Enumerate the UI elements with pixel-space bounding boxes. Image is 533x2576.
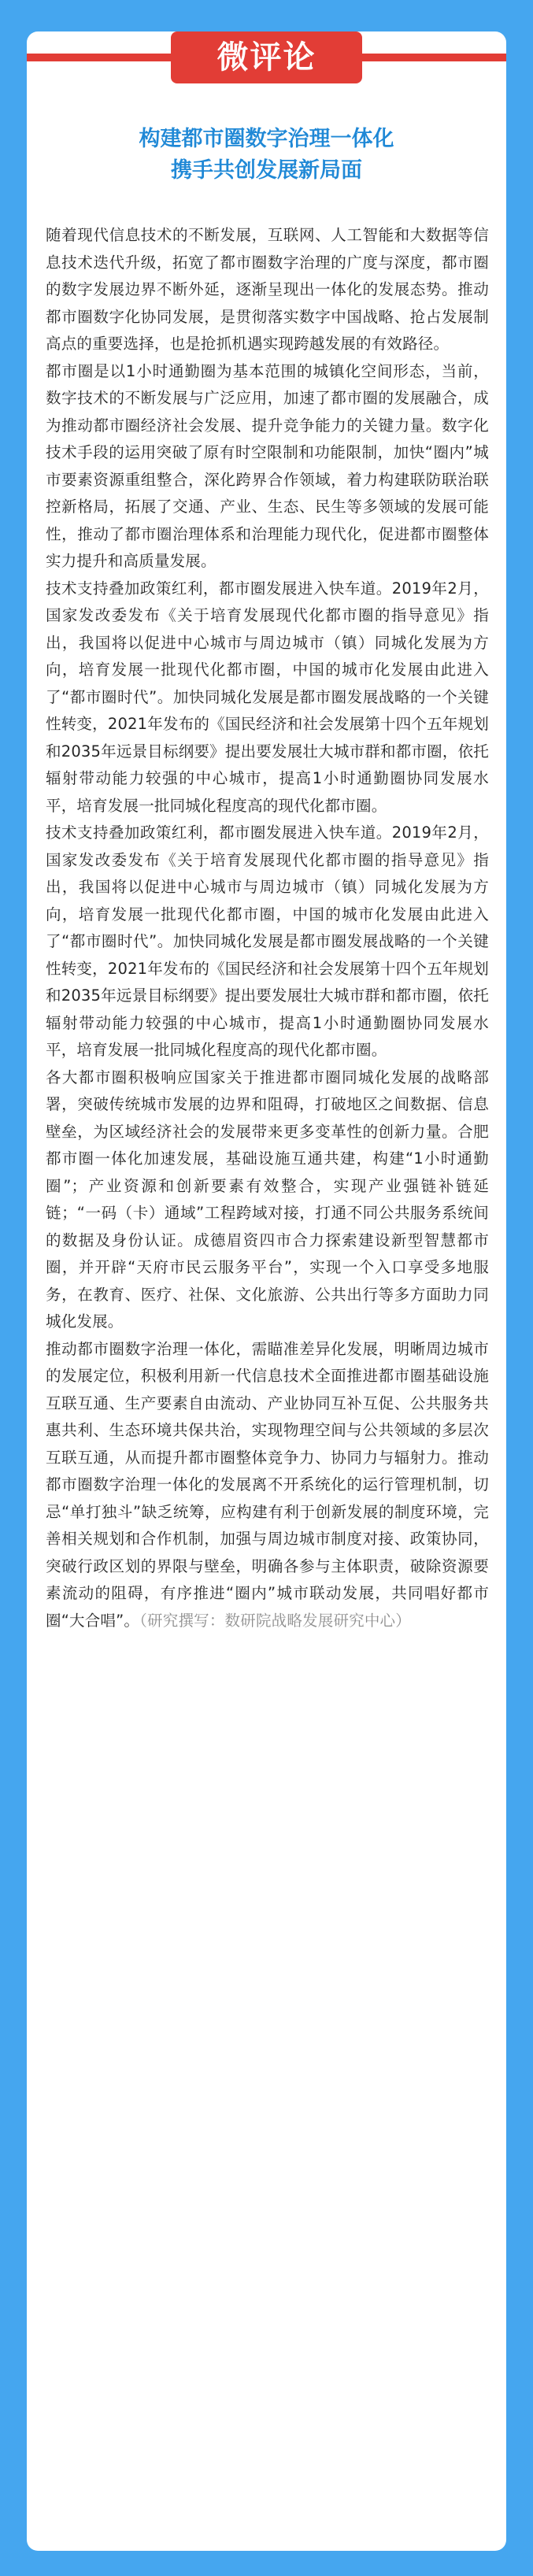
- paragraph-3: 技术支持叠加政策红利，都市圈发展进入快车道。2019年2月，国家发改委发布《关于培育发展现代化都市圈的指导意见》指出，我国将以促进中心城市与周边城市（镇）同城化发展为方向，培育发展一批现代化都市圈，中国的城市化发展由此进入了“都市圈时代”。加快同城化发展是都市圈发展战略的一个关键性转变，2021年发布的《国民经济和社会发展第十四个五年规划和2035年远景目标纲要》提出要发展壮大城市群和都市圈，依托辐射带动能力较强的中心城市，提高1小时通勤圈协同发展水平，培育发展一批同城化程度高的现代化都市圈。: [46, 579, 489, 815]
- paragraph-5: 各大都市圈积极响应国家关于推进都市圈同城化发展的战略部署，突破传统城市发展的边界和阻碍，打破地区之间数据、信息壁垒，为区域经济社会的发展带来更多变革性的创新力量。合肥都市圈一体化加速发展，基础设施互通共建，构建“1小时通勤圈”；产业资源和创新要素有效整合，实现产业强链补链延链；“一码（卡）通域”工程跨域对接，打通不同公共服务系统间的数据及身份认证。成德眉资四市合力探索建设新型智慧都市圈，并开辟“天府市民云服务平台”，实现一个入口享受多地服务，在教育、医疗、社保、文化旅游、公共出行等多方面助力同城化发展。: [46, 1068, 489, 1331]
- paragraph-2: 都市圈是以1小时通勤圈为基本范围的城镇化空间形态，当前，数字技术的不断发展与广泛应用，加速了都市圈的发展融合，成为推动都市圈经济社会发展、提升竞争能力的关键力量。数字化技术手段的运用突破了原有时空限制和功能限制，加快“圈内”城市要素资源重组整合，深化跨界合作领域，着力构建联防联治联控新格局，拓展了交通、产业、生态、民生等多领域的发展可能性，推动了都市圈治理体系和治理能力现代化，促进都市圈整体实力提升和高质量发展。: [46, 361, 489, 570]
- section-banner: [171, 31, 362, 83]
- paragraph-1: 随着现代信息技术的不断发展，互联网、人工智能和大数据等信息技术迭代升级，拓宽了都市圈数字治理的广度与深度，都市圈的数字发展边界不断外延，逐渐呈现出一体化的发展态势。推动都市圈数字化协同发展，是贯彻落实数字中国战略、抢占发展制高点的重要选择，也是抢抓机遇实现跨越发展的有效路径。: [46, 226, 489, 353]
- paragraph-4: 技术支持叠加政策红利，都市圈发展进入快车道。2019年2月，国家发改委发布《关于培育发展现代化都市圈的指导意见》指出，我国将以促进中心城市与周边城市（镇）同城化发展为方向，培育发展一批现代化都市圈，中国的城市化发展由此进入了“都市圈时代”。加快同城化发展是都市圈发展战略的一个关键性转变，2021年发布的《国民经济和社会发展第十四个五年规划和2035年远景目标纲要》提出要发展壮大城市群和都市圈，依托辐射带动能力较强的中心城市，提高1小时通勤圈协同发展水平，培育发展一批同城化程度高的现代化都市圈。: [46, 824, 489, 1059]
- article-body: [46, 222, 489, 1634]
- source-note: （研究撰写：数研院战略发展研究中心）: [139, 1611, 411, 1630]
- paragraph-6-text: 推动都市圈数字治理一体化，需瞄准差异化发展，明晰周边城市的发展定位，积极利用新一代信息技术全面推进都市圈基础设施互联互通、生产要素自由流动、产业协同互补互促、公共服务共惠共利、生态环境共保共治，实现物理空间与公共领域的多层次互联互通，从而提升都市圈整体竞争力、协同力与辐射力。推动都市圈数字治理一体化的发展离不开系统化的运行管理机制，切忌“单打独斗”缺乏统筹，应构建有利于创新发展的制度环境，完善相关规划和合作机制，加强与周边城市制度对接、政策协同，突破行政区划的界限与壁垒，明确各参与主体职责，破除资源要素流动的阻碍，有序推进“圈内”城市联动发展，共同唱好都市圈“大合唱”。: [46, 1339, 489, 1630]
- section-banner-label: 微评论: [217, 39, 316, 76]
- paragraph-6: [46, 1336, 489, 1635]
- article-title-line-2: 携手共创发展新局面: [171, 158, 362, 183]
- article-title-line-1: 构建都市圈数字治理一体化: [139, 127, 394, 151]
